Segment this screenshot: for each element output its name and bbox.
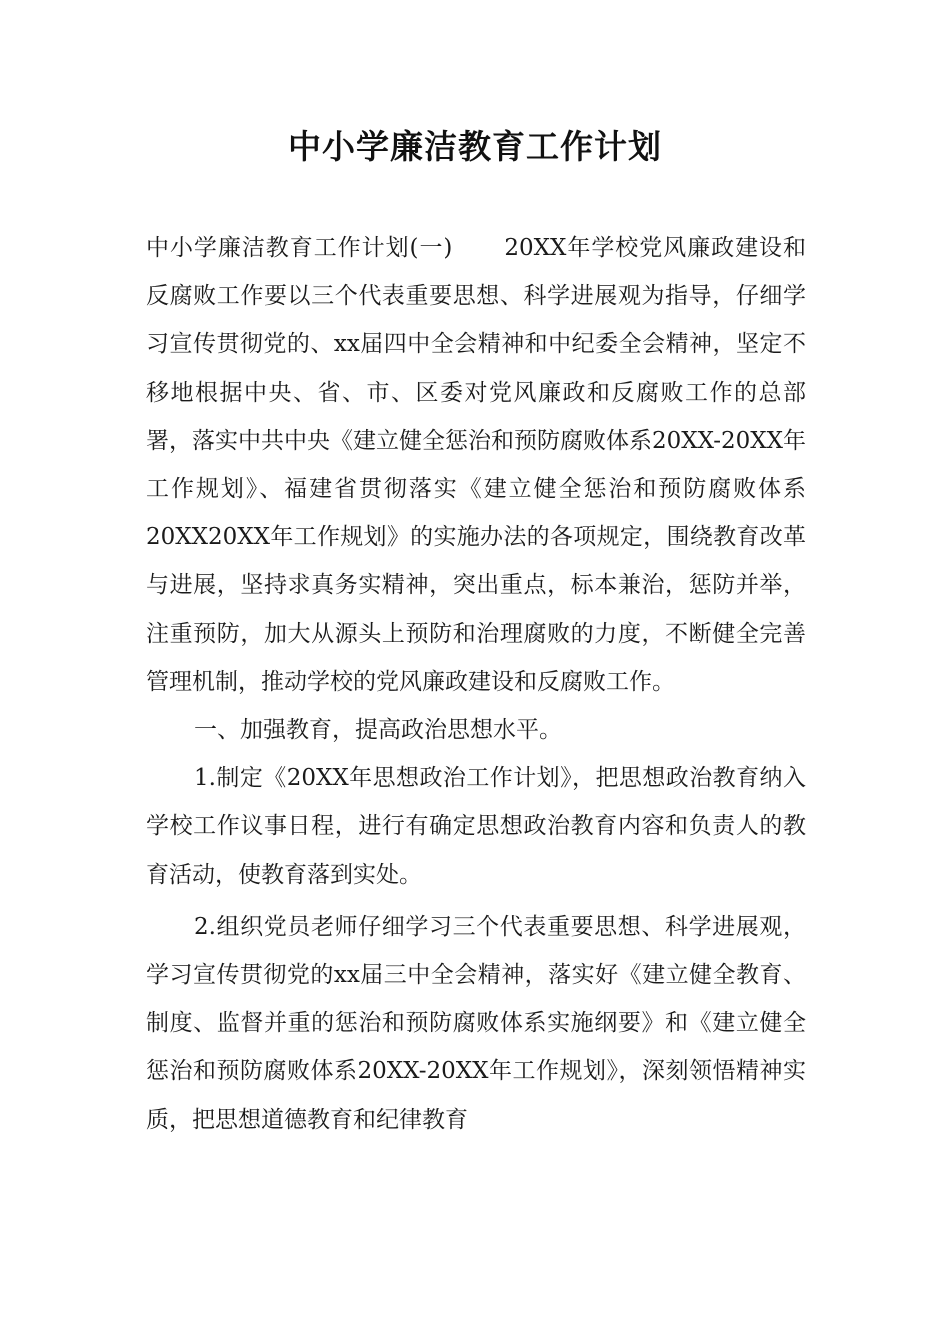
section-heading-1: 一、加强教育，提高政治思想水平。 <box>194 717 562 744</box>
intro-heading: 中小学廉洁教育工作计划(一) <box>146 235 453 261</box>
intro-paragraph <box>146 224 806 706</box>
list-item-2: 2.组织党员老师仔细学习三个代表重要思想、科学进展观，学习宣传贯彻党的xx届三中全会精神，落实好《建立健全教育、制度、监督并重的惩治和预防腐败体系实施纲要》和《建立健全惩治和预防腐败体系20XX-20XX年工作规划》，深刻领悟精神实质，把思想道德教育和纪律教育 <box>146 913 806 1133</box>
list-item-1: 1.制定《20XX年思想政治工作计划》，把思想政治教育纳入学校工作议事日程，进行有确定思想政治教育内容和负责人的教育活动，使教育落到实处。 <box>146 765 806 888</box>
intro-body: 20XX年学校党风廉政建设和反腐败工作要以三个代表重要思想、科学进展观为指导，仔细学习宣传贯彻党的、xx届四中全会精神和中纪委全会精神，坚定不移地根据中央、省、市、区委对党风廉政和反腐败工作的总部署，落实中共中央《建立健全惩治和预防腐败体系20XX-20XX年工作规划》、福建省贯彻落实《建立健全惩治和预防腐败体系20XX20XX年工作规划》的实施办法的各项规定，围绕教育改革与进展，坚持求真务实精神，突出重点，标本兼治，惩防并举，注重预防，加大从源头上预防和治理腐败的力度，不断健全完善管理机制，推动学校的党风廉政建设和反腐败工作。 <box>146 235 806 695</box>
document-body <box>146 224 806 1144</box>
document-title: 中小学廉洁教育工作计划 <box>288 127 662 166</box>
